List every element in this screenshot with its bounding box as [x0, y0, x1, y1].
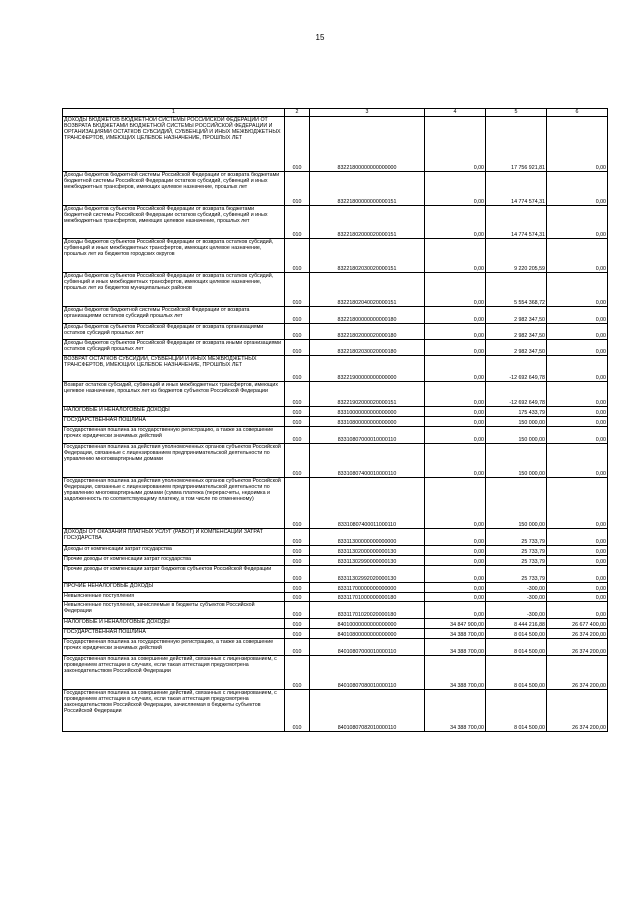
row-value-col6-cell: 0,00 [547, 427, 608, 444]
row-value-col6-cell: 0,00 [547, 593, 608, 602]
row-name-cell: ДОХОДЫ ОТ ОКАЗАНИЯ ПЛАТНЫХ УСЛУГ (РАБОТ) И КОМПЕНСАЦИИ ЗАТРАТ ГОСУДАРСТВА [63, 529, 285, 546]
row-line-code-cell: 010 [285, 307, 310, 324]
row-value-col4-cell: 0,00 [425, 340, 486, 356]
row-name-cell: Государственная пошлина за государственную регистрацию, а также за совершение прочих юридически значимых действий [63, 427, 285, 444]
row-value-col5-cell: 8 444 216,88 [486, 619, 547, 629]
row-line-code-cell: 010 [285, 619, 310, 629]
table-row [63, 602, 608, 619]
table-row [63, 417, 608, 427]
row-value-col4-cell: 0,00 [425, 593, 486, 602]
row-budget-code-cell: 83311701000000000180 [310, 593, 425, 602]
row-value-col5-cell: 150 000,00 [486, 427, 547, 444]
row-value-col4-cell: 0,00 [425, 382, 486, 407]
table-row [63, 529, 608, 546]
row-value-col6-cell: 0,00 [547, 546, 608, 556]
row-name-cell: Доходы бюджетов бюджетной системы Российской Федерации от возврата организациями остатков субсидий прошлых лет [63, 307, 285, 324]
row-value-col6-cell: 0,00 [547, 382, 608, 407]
row-budget-code-cell: 83310800000000000000 [310, 417, 425, 427]
table-row [63, 566, 608, 583]
row-budget-code-cell: 83221802040020000151 [310, 273, 425, 307]
row-value-col5-cell: 25 733,79 [486, 546, 547, 556]
row-name-cell: Государственная пошлина за действия уполномоченных органов субъектов Российской Федерации, связанные с лицензированием предпринимательской деятельности по управлению многоквартирными домами (сумма платежа (перерасчеты, недоимка и задолженность по соответствующему платежу, в том числе по отмененному) [63, 478, 285, 529]
row-name-cell: ДОХОДЫ БЮДЖЕТОВ БЮДЖЕТНОЙ СИСТЕМЫ РОССИЙСКОЙ ФЕДЕРАЦИИ ОТ ВОЗВРАТА БЮДЖЕТАМИ БЮДЖЕТНОЙ СИСТЕМЫ РОССИЙСКОЙ ФЕДЕРАЦИИ И ОРГАНИЗАЦИЯМИ ОСТАТКОВ СУБСИДИЙ, СУБВЕНЦИЙ И ИНЫХ МЕЖБЮДЖЕТНЫХ ТРАНСФЕРТОВ, ИМЕЮЩИХ ЦЕЛЕВОЕ НАЗНАЧЕНИЕ, ПРОШЛЫХ ЛЕТ [63, 117, 285, 172]
row-line-code-cell: 010 [285, 529, 310, 546]
row-name-cell: Невыясненные поступления, зачисляемые в бюджеты субъектов Российской Федерации [63, 602, 285, 619]
row-value-col5-cell: 25 733,79 [486, 529, 547, 546]
row-value-col5-cell: -12 692 649,78 [486, 382, 547, 407]
row-line-code-cell: 010 [285, 556, 310, 566]
row-value-col5-cell: 14 774 574,31 [486, 172, 547, 206]
row-value-col6-cell: 0,00 [547, 583, 608, 593]
column-header: 1 [63, 109, 285, 117]
row-value-col5-cell: -300,00 [486, 593, 547, 602]
table-row [63, 629, 608, 639]
row-name-cell: Невыясненные поступления [63, 593, 285, 602]
row-line-code-cell: 010 [285, 273, 310, 307]
row-value-col4-cell: 0,00 [425, 273, 486, 307]
row-value-col5-cell: -300,00 [486, 583, 547, 593]
row-value-col6-cell: 0,00 [547, 117, 608, 172]
table-row [63, 307, 608, 324]
row-name-cell: Прочие доходы от компенсации затрат бюджетов субъектов Российской Федерации [63, 566, 285, 583]
row-value-col5-cell: 5 554 368,72 [486, 273, 547, 307]
row-value-col4-cell: 0,00 [425, 583, 486, 593]
row-value-col4-cell: 0,00 [425, 546, 486, 556]
row-value-col5-cell: 8 014 500,00 [486, 639, 547, 656]
row-value-col6-cell: 26 374 200,00 [547, 690, 608, 732]
row-value-col4-cell: 0,00 [425, 206, 486, 239]
row-budget-code-cell: 83311302990000000130 [310, 556, 425, 566]
row-value-col4-cell: 34 388 700,00 [425, 629, 486, 639]
row-budget-code-cell: 84010807000010000110 [310, 639, 425, 656]
row-value-col5-cell: 2 982 347,50 [486, 324, 547, 340]
row-budget-code-cell: 84010807082010000110 [310, 690, 425, 732]
row-value-col6-cell: 0,00 [547, 356, 608, 382]
row-name-cell: Государственная пошлина за совершение действий, связанных с лицензированием, с проведением аттестации в случаях, если такая аттестация предусмотрена законодательством Российской Федерации [63, 656, 285, 690]
row-line-code-cell: 010 [285, 602, 310, 619]
row-line-code-cell: 010 [285, 566, 310, 583]
row-value-col5-cell: 9 220 205,59 [486, 239, 547, 273]
row-line-code-cell: 010 [285, 444, 310, 478]
row-line-code-cell: 010 [285, 382, 310, 407]
table-row [63, 583, 608, 593]
row-name-cell: Доходы бюджетов бюджетной системы Российской Федерации от возврата бюджетами бюджетной системы Российской Федерации остатков субсидий, субвенций и иных межбюджетных трансферов, имеющих целевое назначение, прошлых лет [63, 172, 285, 206]
row-budget-code-cell: 83221800000000000180 [310, 307, 425, 324]
row-name-cell: Доходы бюджетов субъектов Российской Федерации от возврата остатков субсидий, субвенций и иных межбюджетных трансфертов, имеющих целевое назначение, прошлых лет из бюджетов муниципальных районов [63, 273, 285, 307]
row-value-col6-cell: 0,00 [547, 340, 608, 356]
row-value-col4-cell: 0,00 [425, 602, 486, 619]
row-value-col6-cell: 0,00 [547, 444, 608, 478]
row-value-col5-cell: 25 733,79 [486, 556, 547, 566]
column-header: 5 [486, 109, 547, 117]
row-value-col6-cell: 26 677 400,00 [547, 619, 608, 629]
table-row [63, 273, 608, 307]
row-value-col6-cell: 0,00 [547, 407, 608, 417]
table-row [63, 593, 608, 602]
row-line-code-cell: 010 [285, 407, 310, 417]
table-body [63, 117, 608, 732]
row-name-cell: ГОСУДАРСТВЕННАЯ ПОШЛИНА [63, 417, 285, 427]
row-line-code-cell: 010 [285, 417, 310, 427]
table-row [63, 656, 608, 690]
row-value-col6-cell: 0,00 [547, 602, 608, 619]
table-header-row [63, 109, 608, 117]
row-line-code-cell: 010 [285, 239, 310, 273]
row-value-col4-cell: 0,00 [425, 417, 486, 427]
row-line-code-cell: 010 [285, 656, 310, 690]
row-name-cell: Возврат остатков субсидий, субвенций и иных межбюджетных трансфертов, имеющих целевое назначение, прошлых лет из бюджетов субъектов Российской Федерации [63, 382, 285, 407]
row-line-code-cell: 010 [285, 546, 310, 556]
row-value-col5-cell: -12 692 649,78 [486, 356, 547, 382]
row-name-cell: Доходы бюджетов субъектов Российской Федерации от возврата остатков субсидий, субвенций и иных межбюджетных трансфертов, имеющих целевое назначение, прошлых лет из бюджетов городских округов [63, 239, 285, 273]
row-value-col6-cell: 0,00 [547, 172, 608, 206]
table-row [63, 382, 608, 407]
row-name-cell: ПРОЧИЕ НЕНАЛОГОВЫЕ ДОХОДЫ [63, 583, 285, 593]
row-budget-code-cell: 83310807400011000110 [310, 478, 425, 529]
row-value-col6-cell: 0,00 [547, 417, 608, 427]
row-value-col5-cell: 14 774 574,31 [486, 206, 547, 239]
row-line-code-cell: 010 [285, 593, 310, 602]
row-budget-code-cell: 83221802030020000180 [310, 340, 425, 356]
row-value-col4-cell: 0,00 [425, 407, 486, 417]
row-budget-code-cell: 83311300000000000000 [310, 529, 425, 546]
row-budget-code-cell: 83311701020020000180 [310, 602, 425, 619]
row-value-col6-cell: 0,00 [547, 307, 608, 324]
row-value-col4-cell: 0,00 [425, 529, 486, 546]
row-value-col4-cell: 0,00 [425, 239, 486, 273]
row-name-cell: Государственная пошлина за действия уполномоченных органов субъектов Российской Федерации, связанные с лицензированием предпринимательской деятельности по управлению многоквартирными домами [63, 444, 285, 478]
row-value-col6-cell: 0,00 [547, 273, 608, 307]
row-value-col6-cell: 0,00 [547, 556, 608, 566]
row-value-col4-cell: 0,00 [425, 478, 486, 529]
row-line-code-cell: 010 [285, 629, 310, 639]
table-row [63, 407, 608, 417]
row-budget-code-cell: 83310807400010000110 [310, 444, 425, 478]
row-budget-code-cell: 83310000000000000000 [310, 407, 425, 417]
row-value-col4-cell: 0,00 [425, 324, 486, 340]
page-number: 15 [315, 33, 325, 42]
table-row [63, 427, 608, 444]
row-value-col4-cell: 34 388 700,00 [425, 690, 486, 732]
row-line-code-cell: 010 [285, 340, 310, 356]
table-row [63, 619, 608, 629]
row-value-col5-cell: 25 733,79 [486, 566, 547, 583]
row-value-col5-cell: 150 000,00 [486, 417, 547, 427]
row-value-col6-cell: 0,00 [547, 206, 608, 239]
table-row [63, 172, 608, 206]
row-value-col6-cell: 0,00 [547, 324, 608, 340]
row-budget-code-cell: 83311700000000000000 [310, 583, 425, 593]
row-value-col4-cell: 0,00 [425, 117, 486, 172]
row-value-col4-cell: 34 388 700,00 [425, 656, 486, 690]
row-budget-code-cell: 83221802000020000180 [310, 324, 425, 340]
row-value-col5-cell: 175 433,79 [486, 407, 547, 417]
row-budget-code-cell: 83221800000000000000 [310, 117, 425, 172]
row-value-col4-cell: 0,00 [425, 444, 486, 478]
row-value-col5-cell: 8 014 500,00 [486, 690, 547, 732]
row-value-col4-cell: 0,00 [425, 556, 486, 566]
row-name-cell: ГОСУДАРСТВЕННАЯ ПОШЛИНА [63, 629, 285, 639]
table-row [63, 206, 608, 239]
row-value-col5-cell: 17 756 921,81 [486, 117, 547, 172]
row-value-col5-cell: -300,00 [486, 602, 547, 619]
row-budget-code-cell: 83221802030020000151 [310, 239, 425, 273]
row-budget-code-cell: 83310807000010000110 [310, 427, 425, 444]
row-value-col5-cell: 8 014 500,00 [486, 629, 547, 639]
row-name-cell: Доходы бюджетов субъектов Российской Федерации от возврата организациями остатков субсидий прошлых лет [63, 324, 285, 340]
row-line-code-cell: 010 [285, 427, 310, 444]
row-value-col4-cell: 34 388 700,00 [425, 639, 486, 656]
row-line-code-cell: 010 [285, 117, 310, 172]
row-value-col6-cell: 26 374 200,00 [547, 639, 608, 656]
table-row [63, 239, 608, 273]
row-name-cell: Прочие доходы от компенсации затрат государства [63, 556, 285, 566]
row-value-col6-cell: 26 374 200,00 [547, 656, 608, 690]
row-value-col5-cell: 150 000,00 [486, 444, 547, 478]
row-name-cell: НАЛОГОВЫЕ И НЕНАЛОГОВЫЕ ДОХОДЫ [63, 619, 285, 629]
row-budget-code-cell: 83221900000000000000 [310, 356, 425, 382]
row-budget-code-cell: 84010807080010000110 [310, 656, 425, 690]
row-name-cell: ВОЗВРАТ ОСТАТКОВ СУБСИДИЙ, СУБВЕНЦИЙ И ИНЫХ МЕЖБЮДЖЕТНЫХ ТРАНСФЕРТОВ, ИМЕЮЩИХ ЦЕЛЕВОЕ НАЗНАЧЕНИЕ, ПРОШЛЫХ ЛЕТ [63, 356, 285, 382]
table-row [63, 639, 608, 656]
table-row [63, 690, 608, 732]
row-line-code-cell: 010 [285, 639, 310, 656]
row-line-code-cell: 010 [285, 172, 310, 206]
row-value-col4-cell: 0,00 [425, 566, 486, 583]
table-row [63, 340, 608, 356]
row-line-code-cell: 010 [285, 478, 310, 529]
row-line-code-cell: 010 [285, 583, 310, 593]
row-value-col6-cell: 26 374 200,00 [547, 629, 608, 639]
column-header: 3 [310, 109, 425, 117]
row-value-col5-cell: 150 000,00 [486, 478, 547, 529]
row-value-col4-cell: 0,00 [425, 427, 486, 444]
table-row [63, 556, 608, 566]
column-header: 6 [547, 109, 608, 117]
row-budget-code-cell: 84010800000000000000 [310, 629, 425, 639]
row-budget-code-cell: 83221802000020000151 [310, 206, 425, 239]
row-budget-code-cell: 83221902000020000151 [310, 382, 425, 407]
row-value-col4-cell: 34 847 900,00 [425, 619, 486, 629]
row-value-col4-cell: 0,00 [425, 356, 486, 382]
row-value-col6-cell: 0,00 [547, 566, 608, 583]
row-value-col5-cell: 2 982 347,50 [486, 307, 547, 324]
row-value-col4-cell: 0,00 [425, 307, 486, 324]
row-line-code-cell: 010 [285, 206, 310, 239]
row-name-cell: Доходы от компенсации затрат государства [63, 546, 285, 556]
table-row [63, 117, 608, 172]
row-value-col6-cell: 0,00 [547, 529, 608, 546]
row-value-col5-cell: 2 982 347,50 [486, 340, 547, 356]
table-row [63, 356, 608, 382]
column-header: 2 [285, 109, 310, 117]
row-line-code-cell: 010 [285, 356, 310, 382]
row-value-col6-cell: 0,00 [547, 239, 608, 273]
row-value-col4-cell: 0,00 [425, 172, 486, 206]
table-row [63, 324, 608, 340]
row-budget-code-cell: 84010000000000000000 [310, 619, 425, 629]
row-line-code-cell: 010 [285, 690, 310, 732]
table-row [63, 478, 608, 529]
row-name-cell: Доходы бюджетов субъектов Российской Федерации от возврата бюджетами бюджетной системы Российской Федерации остатков субсидий, субвенций и иных межбюджетных трансфертов, имеющих целевое назначение, прошлых лет [63, 206, 285, 239]
row-line-code-cell: 010 [285, 324, 310, 340]
row-name-cell: Доходы бюджетов субъектов Российской Федерации от возврата иными организациями остатков субсидий прошлых лет [63, 340, 285, 356]
row-budget-code-cell: 83311302000000000130 [310, 546, 425, 556]
table-row [63, 546, 608, 556]
revenue-table [62, 108, 608, 732]
row-name-cell: Государственная пошлина за государственную регистрацию, а также за совершение прочих юридически значимых действий [63, 639, 285, 656]
table-row [63, 444, 608, 478]
row-value-col5-cell: 8 014 500,00 [486, 656, 547, 690]
row-name-cell: Государственная пошлина за совершение действий, связанных с лицензированием, с проведением аттестации в случаях, если такая аттестация предусмотрена законодательством Российской Федерации, зачисляемая в бюджеты субъектов Российской Федерации [63, 690, 285, 732]
row-value-col6-cell: 0,00 [547, 478, 608, 529]
row-budget-code-cell: 83311302992020000130 [310, 566, 425, 583]
row-name-cell: НАЛОГОВЫЕ И НЕНАЛОГОВЫЕ ДОХОДЫ [63, 407, 285, 417]
column-header: 4 [425, 109, 486, 117]
row-budget-code-cell: 83221800000000000151 [310, 172, 425, 206]
